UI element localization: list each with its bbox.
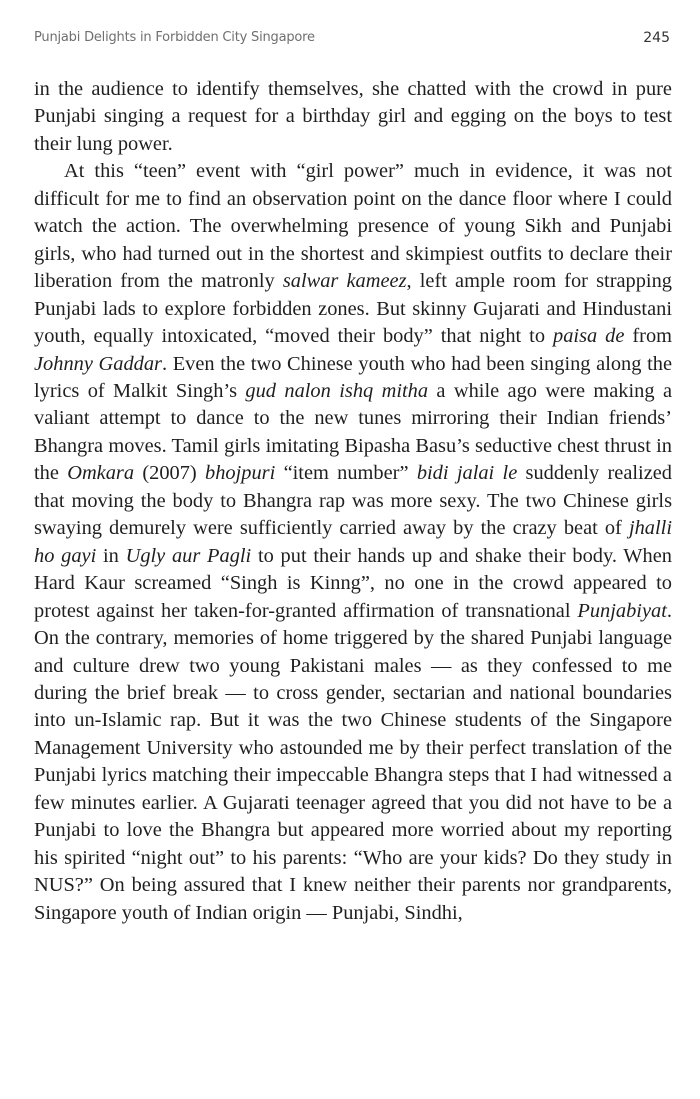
running-header	[34, 30, 670, 48]
body-text	[34, 76, 672, 927]
text-run: suddenly realized that moving the body to Bhangra rap was more sexy. The two Chinese girls swaying demurely were sufficiently carried away by the crazy beat of	[34, 462, 672, 540]
italic-term: Johnny Gaddar	[34, 352, 162, 375]
italic-term: Ugly aur Pagli	[125, 544, 252, 567]
italic-term: bhojpuri	[205, 462, 276, 485]
text-run: “item number”	[275, 462, 417, 485]
text-run: from	[624, 325, 673, 348]
italic-term: Omkara	[67, 462, 135, 485]
text-run: At this “teen” event with “girl power” much in evidence, it was not difficult for me to find an observation point on the dance floor where I could watch the action. The overwhelming presence of young Sikh and Punjabi girls, who had turned out in the shortest and skimpiest outfits to declare their liberation from the matronly	[34, 160, 672, 293]
text-run: to put their hands up and shake their body. When Hard Kaur screamed “Singh is Kinng”, no one in the crowd appeared to protest against her taken-for-granted affirmation of transnational	[34, 544, 672, 622]
italic-term: bidi jalai le	[416, 462, 518, 485]
text-run: , left ample room for strapping Punjabi lads to explore forbidden zones. But skinny Gujarati and Hindustani youth, equally intoxicated, “moved their body” that night to	[34, 270, 672, 348]
running-title: Punjabi Delights in Forbidden City Singapore	[34, 30, 315, 45]
italic-term: salwar kameez	[282, 270, 407, 293]
text-run: . Even the two Chinese youth who had been singing along the lyrics of Malkit Singh’s	[34, 352, 672, 402]
text-run: in	[96, 544, 126, 567]
italic-term: jhalli ho gayi	[34, 517, 672, 567]
text-run: . On the contrary, memories of home triggered by the shared Punjabi language and culture drew two young Pakistani males — as they confessed to me during the brief break — to cross gender, sectarian and national boundaries into un-Islamic rap. But it was the two Chinese students of the Singapore Management University who astounded me by their perfect translation of the Punjabi lyrics matching their impeccable Bhangra steps that I had witnessed a few minutes earlier. A Gujarati teenager agreed that you did not have to be a Punjabi to love the Bhangra but appeared more worried about my reporting his spirited “night out” to his parents: “Who are your kids? Do they study in NUS?” On being assured that I knew neither their parents nor grandparents, Singapore youth of Indian origin — Punjabi, Sindhi,	[34, 599, 672, 924]
paragraph-1: in the audience to identify themselves, she chatted with the crowd in pure Punjabi singing a request for a birthday girl and egging on the boys to test their lung power.	[34, 78, 672, 155]
text-run: a while ago were making a valiant attempt to dance to the new tunes mirroring their Indian friends’ Bhangra moves. Tamil girls imitating Bipasha Basu’s seductive chest thrust in the	[34, 379, 672, 485]
paragraph-2	[34, 158, 672, 927]
text-run: (2007)	[134, 462, 206, 485]
italic-term: gud nalon ishq mitha	[245, 379, 429, 402]
italic-term: paisa de	[553, 325, 625, 348]
page-number: 245	[643, 30, 670, 46]
italic-term: Punjabiyat	[577, 599, 667, 622]
